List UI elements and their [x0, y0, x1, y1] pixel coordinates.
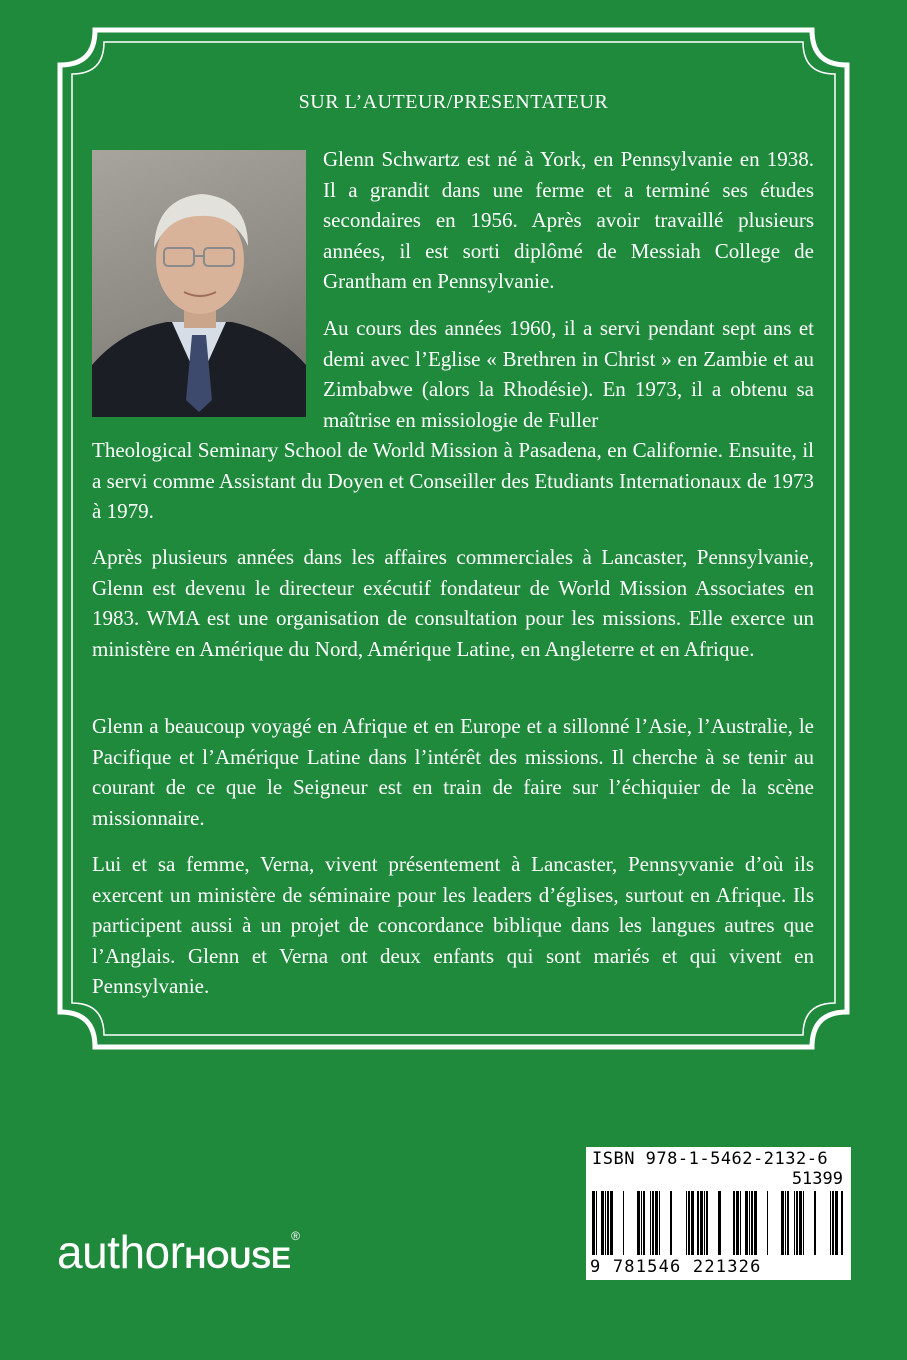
- barcode-bar: [796, 1191, 798, 1255]
- barcode-bar: [610, 1191, 613, 1255]
- paragraph-1: Glenn Schwartz est né à York, en Pennsylvanie en 1938. Il a grandit dans une ferme et a terminé ses études secondaires en 1956. Après avoir travaillé plusieurs années, il est sorti diplômé de Messiah College de Grantham en Pennsylvanie.: [323, 147, 814, 293]
- barcode-bar: [697, 1191, 699, 1255]
- barcode-bar: [706, 1191, 708, 1255]
- paragraph-2a: Au cours des années 1960, il a servi pendant sept ans et demi avec l’Eglise « Brethren in Christ » en Zambie et au Zimbabwe (alors la Rhodésie). En 1973, il a obtenu sa maîtrise en missiologie de Fuller: [323, 316, 814, 432]
- section-heading: SUR L’AUTEUR/PRESENTATEUR: [298, 91, 609, 113]
- isbn-text: ISBN 978-1-5462-2132-6: [592, 1149, 829, 1169]
- paragraph-2b: Theological Seminary School de World Mission à Pasadena, en Californie. Ensuite, il a servi comme Assistant du Doyen et Conseiller des Etudiants Internationaux de 1973 à 1979.: [92, 438, 814, 523]
- barcode-bar: [691, 1191, 694, 1255]
- barcode-bar: [637, 1191, 640, 1255]
- barcode-bar: [623, 1191, 624, 1255]
- barcode-bar: [718, 1191, 721, 1255]
- barcode-bar: [659, 1191, 660, 1255]
- barcode-bar: [749, 1191, 750, 1255]
- barcode-bar: [650, 1191, 651, 1255]
- barcode-bar: [740, 1191, 741, 1255]
- barcode-bar: [686, 1191, 687, 1255]
- paragraph-3: Après plusieurs années dans les affaires commerciales à Lancaster, Pennsylvanie, Glenn est devenu le directeur exécutif fondateur de World Mission Associates en 1983. WMA est une organisation de consultation pour les missions. Elle exerce un ministère en Amérique du Nord, Amérique Latine, en Angleterre et en Afrique.: [92, 545, 814, 661]
- publisher-logo: [57, 1225, 300, 1279]
- barcode-bar: [688, 1191, 690, 1255]
- barcode-bar: [803, 1191, 804, 1255]
- barcode-bar: [841, 1191, 843, 1255]
- barcode-bar: [751, 1191, 753, 1255]
- barcode-bar: [733, 1191, 735, 1255]
- barcode-bar: [736, 1191, 739, 1255]
- price-code: 51399: [791, 1169, 843, 1189]
- barcode-bar: [794, 1191, 795, 1255]
- paragraph-4: Glenn a beaucoup voyagé en Afrique et en Europe et a sillonné l’Asie, l’Australie, le Pacifique et l’Amérique Latine dans l’intérêt des missions. Il cherche à se tenir au courant de ce que le Seigneur est en train de faire sur l’échiquier de la scène missionnaire.: [92, 714, 814, 830]
- author-photo: [92, 150, 306, 417]
- barcode-bar: [785, 1191, 786, 1255]
- barcode-bar: [592, 1191, 595, 1255]
- barcode-bar: [605, 1191, 606, 1255]
- barcode-bar: [754, 1191, 757, 1255]
- logo-registered-mark: ®: [291, 1229, 300, 1243]
- barcode-bar: [704, 1191, 705, 1255]
- barcode-bar: [641, 1191, 642, 1255]
- paragraph-5: Lui et sa femme, Verna, vivent présentement à Lancaster, Pennsyvanie d’où ils exercent un ministère de séminaire pour les leaders d’églises, surtout en Afrique. Ils participent aussi à un projet de concordance biblique dans les langues autres que l’Anglais. Glenn et Verna ont deux enfants qui sont mariés et qui vivent en Pennsylvanie.: [92, 852, 814, 998]
- barcode-bar: [767, 1191, 768, 1255]
- logo-author: author: [57, 1226, 185, 1278]
- barcode-bar: [835, 1191, 838, 1255]
- barcode-bar: [781, 1191, 784, 1255]
- barcode-bar: [700, 1191, 703, 1255]
- barcode-bar: [607, 1191, 609, 1255]
- barcode-bar: [745, 1191, 748, 1255]
- barcode-bar: [643, 1191, 645, 1255]
- barcode-bar: [601, 1191, 604, 1255]
- barcode-bar: [799, 1191, 802, 1255]
- barcode-bar: [596, 1191, 597, 1255]
- barcode-bar: [832, 1191, 834, 1255]
- barcode-bar: [787, 1191, 789, 1255]
- barcode-bar: [814, 1191, 816, 1255]
- logo-house: HOUSE: [184, 1242, 292, 1275]
- barcode-bar: [670, 1191, 672, 1255]
- barcode-bar: [830, 1191, 831, 1255]
- ean-digits: 9 781546 221326: [590, 1257, 762, 1277]
- barcode-bar: [652, 1191, 654, 1255]
- barcode-bar: [655, 1191, 658, 1255]
- isbn-barcode: [586, 1147, 851, 1280]
